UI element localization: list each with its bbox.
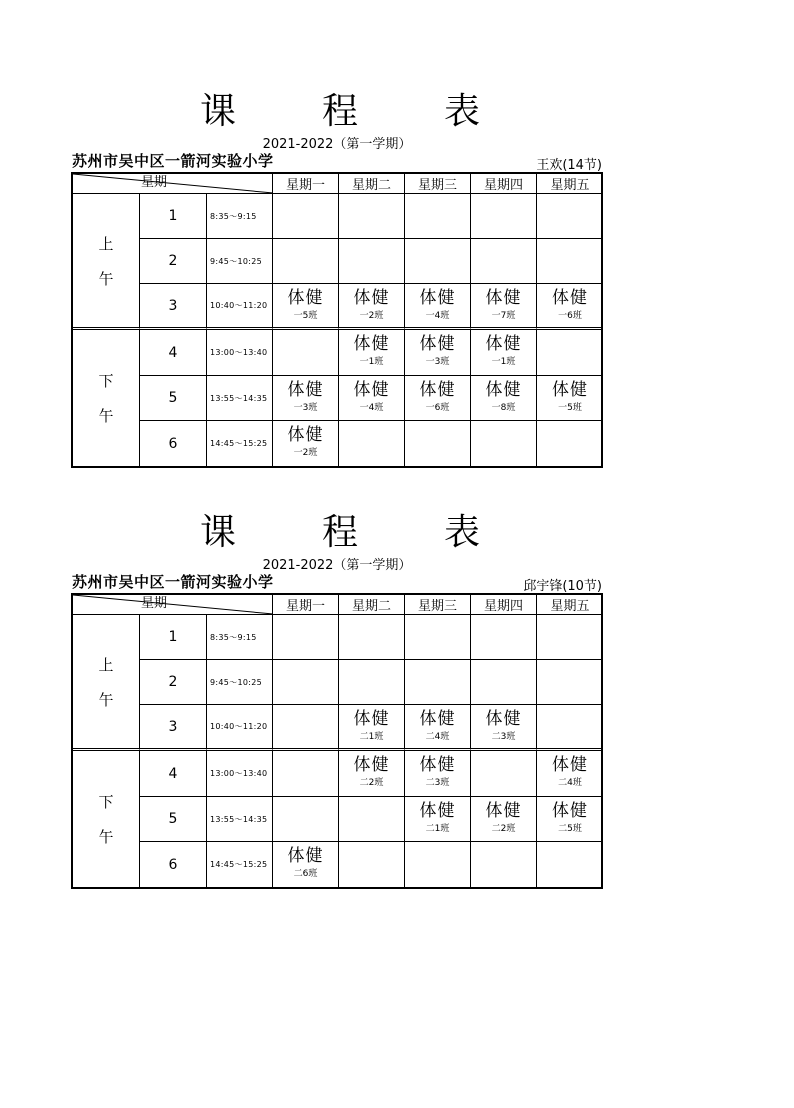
class-name: 一8班 [491,403,516,413]
class-name: 一7班 [491,311,516,321]
class-name: 二1班 [359,732,384,742]
schedule-cell [537,284,603,330]
title-char: 程 [321,512,358,553]
period-number: 5 [140,797,207,842]
period-time: 8:35～9:15 [207,194,273,239]
schedule-cell [273,376,339,421]
schedule-cell [471,421,537,466]
schedule-cell [471,842,537,887]
class-name: 二4班 [558,778,582,788]
class-name: 二1班 [425,824,450,834]
day-header: 星期二 [339,595,405,615]
schedule-cell [471,239,537,284]
class-name: 二3班 [425,778,450,788]
schedule-cell [537,751,603,797]
day-header: 星期四 [471,174,537,194]
schedule-cell [339,421,405,466]
schedule-cell [471,194,537,239]
schedule-cell [405,660,471,705]
subject-name: 体健 [287,425,324,445]
schedule-cell [471,797,537,842]
period-time: 13:00～13:40 [207,751,273,797]
schedule-cell [273,330,339,376]
schedule-cell [471,376,537,421]
schedule-cell [537,615,603,660]
morning-label [73,194,140,330]
schedule-cell [339,797,405,842]
period-time: 13:55～14:35 [207,797,273,842]
subject-name: 体健 [353,755,390,775]
subject-name: 体健 [353,380,390,400]
subject-name: 体健 [353,288,390,308]
schedule-cell [273,194,339,239]
period-number: 2 [140,239,207,284]
schedule-cell [273,842,339,887]
timetable-title [200,92,480,132]
schedule-cell [405,705,471,751]
period-time: 9:45～10:25 [207,239,273,284]
timetable-title [200,513,480,553]
title-char: 课 [200,512,237,553]
schedule-cell [273,421,339,466]
schedule-cell [273,239,339,284]
afternoon-label [73,751,140,887]
schedule-cell [471,705,537,751]
period-time: 10:40～11:20 [207,705,273,751]
period-time: 14:45～15:25 [207,421,273,466]
schedule-cell [339,660,405,705]
subject-name: 体健 [552,801,588,821]
day-header: 星期五 [537,174,603,194]
schedule-cell [405,194,471,239]
schedule-cell [471,284,537,330]
day-header: 星期二 [339,174,405,194]
period-number: 4 [140,751,207,797]
period-time: 14:45～15:25 [207,842,273,887]
half-char: 午 [98,690,114,709]
class-name: 一5班 [293,311,318,321]
timetable [0,92,794,492]
timetable [0,513,794,913]
schedule-cell [471,660,537,705]
class-name: 二6班 [293,869,318,879]
class-name: 一3班 [425,357,450,367]
timetable-grid [71,172,603,468]
class-name: 二2班 [491,824,516,834]
subject-name: 体健 [419,334,456,354]
class-name: 一3班 [293,403,318,413]
subject-name: 体健 [287,380,324,400]
schedule-cell [471,751,537,797]
term-label: 2021-2022（第一学期） [262,137,412,152]
schedule-cell [339,615,405,660]
title-char: 程 [321,91,358,132]
schedule-cell [471,615,537,660]
period-number: 1 [140,194,207,239]
schedule-cell [537,705,603,751]
header-corner [73,595,273,615]
class-name: 二3班 [491,732,516,742]
period-time: 9:45～10:25 [207,660,273,705]
schedule-cell [339,376,405,421]
subject-name: 体健 [485,380,522,400]
diagonal-line [73,174,273,194]
class-name: 一4班 [425,311,450,321]
day-header: 星期一 [273,174,339,194]
class-name: 二5班 [558,824,582,834]
school-name: 苏州市吴中区一箭河实验小学 [72,573,274,591]
schedule-cell [405,330,471,376]
title-char: 表 [443,512,480,553]
day-header: 星期三 [405,174,471,194]
header-corner [73,174,273,194]
schedule-cell [405,842,471,887]
schedule-cell [537,660,603,705]
subject-name: 体健 [552,288,588,308]
subject-name: 体健 [485,334,522,354]
schedule-cell [273,615,339,660]
day-header: 星期三 [405,595,471,615]
schedule-cell [405,797,471,842]
half-char: 下 [98,372,114,390]
half-char: 午 [98,269,114,288]
term-label: 2021-2022（第一学期） [262,558,412,573]
schedule-cell [339,194,405,239]
morning-label [73,615,140,751]
schedule-cell [339,284,405,330]
subject-name: 体健 [419,288,456,308]
period-time: 13:00～13:40 [207,330,273,376]
subject-name: 体健 [287,846,324,866]
corner-label: 星期 [141,175,168,190]
period-number: 2 [140,660,207,705]
subject-name: 体健 [353,334,390,354]
period-time: 8:35～9:15 [207,615,273,660]
timetable-grid [71,593,603,889]
class-name: 一2班 [293,448,318,458]
schedule-cell [339,330,405,376]
period-number: 3 [140,705,207,751]
class-name: 一6班 [425,403,450,413]
schedule-cell [537,330,603,376]
schedule-cell [405,284,471,330]
class-name: 二2班 [359,778,384,788]
half-char: 上 [98,655,114,674]
schedule-cell [405,376,471,421]
half-char: 下 [98,793,114,811]
subject-name: 体健 [287,288,324,308]
subject-name: 体健 [419,801,456,821]
schedule-cell [405,421,471,466]
schedule-cell [537,239,603,284]
schedule-cell [405,239,471,284]
schedule-cell [339,239,405,284]
class-name: 一6班 [558,311,582,321]
teacher-name: 邱宇锋(10节) [523,579,602,594]
half-char: 午 [98,828,114,846]
period-number: 4 [140,330,207,376]
schedule-cell [405,751,471,797]
schedule-cell [273,751,339,797]
period-number: 1 [140,615,207,660]
period-time: 10:40～11:20 [207,284,273,330]
period-number: 5 [140,376,207,421]
subject-name: 体健 [485,709,522,729]
class-name: 一1班 [359,357,384,367]
schedule-cell [537,376,603,421]
period-time: 13:55～14:35 [207,376,273,421]
half-char: 上 [98,234,114,253]
period-number: 3 [140,284,207,330]
subject-name: 体健 [552,380,588,400]
corner-label: 星期 [141,596,168,611]
class-name: 一2班 [359,311,384,321]
subject-name: 体健 [419,380,456,400]
schedule-cell [537,842,603,887]
subject-name: 体健 [485,288,522,308]
subject-name: 体健 [353,709,390,729]
teacher-name: 王欢(14节) [536,158,602,173]
class-name: 一4班 [359,403,384,413]
schedule-cell [273,284,339,330]
title-char: 课 [200,91,237,132]
class-name: 二4班 [425,732,450,742]
class-name: 一1班 [491,357,516,367]
schedule-cell [273,705,339,751]
subject-name: 体健 [419,709,456,729]
afternoon-label [73,330,140,466]
subject-name: 体健 [552,755,588,775]
subject-name: 体健 [485,801,522,821]
schedule-cell [339,705,405,751]
school-name: 苏州市吴中区一箭河实验小学 [72,152,274,170]
schedule-cell [273,797,339,842]
day-header: 星期五 [537,595,603,615]
schedule-cell [273,660,339,705]
schedule-cell [471,330,537,376]
diagonal-line [73,595,273,615]
schedule-cell [537,797,603,842]
day-header: 星期四 [471,595,537,615]
half-char: 午 [98,407,114,425]
schedule-cell [537,194,603,239]
subject-name: 体健 [419,755,456,775]
period-number: 6 [140,842,207,887]
schedule-cell [339,751,405,797]
schedule-cell [405,615,471,660]
period-number: 6 [140,421,207,466]
title-char: 表 [443,91,480,132]
class-name: 一5班 [558,403,582,413]
schedule-cell [339,842,405,887]
day-header: 星期一 [273,595,339,615]
schedule-cell [537,421,603,466]
